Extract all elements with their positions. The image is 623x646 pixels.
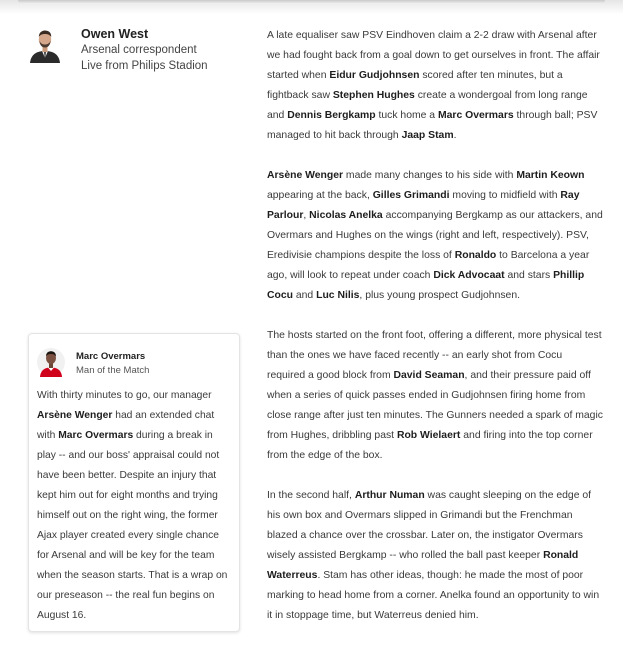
bold-name: Ray Parlour	[267, 190, 580, 221]
bold-name: Stephen Hughes	[332, 90, 415, 101]
motm-body	[37, 386, 233, 626]
bold-name: Ronaldo	[454, 250, 497, 261]
bold-name: Rob Wielaert	[396, 430, 461, 441]
text-run: scored after ten minutes, but a fightback saw	[267, 70, 563, 101]
bold-name: Arsène Wenger	[37, 410, 113, 421]
player-avatar	[37, 347, 65, 377]
text-run: accompanying Bergkamp as our attackers, and Overmars and Hughes on the wings (right and left, respectively). PSV, Eredivisie champions despite the loss of	[267, 210, 603, 261]
author-name: Owen West	[81, 27, 149, 41]
author-avatar	[28, 27, 62, 63]
article-paragraph	[267, 326, 603, 466]
bold-name: Eidur Gudjohnsen	[329, 70, 420, 81]
text-run: ,	[303, 210, 310, 221]
bold-name: Phillip Cocu	[267, 270, 585, 301]
author-location: Live from Philips Stadion	[81, 60, 208, 72]
text-run: and stars	[504, 270, 554, 281]
author-role: Arsenal correspondent	[81, 44, 197, 56]
text-run: made many changes to his side with	[343, 170, 517, 181]
article-paragraph	[267, 486, 603, 626]
text-run: tuck home a	[375, 110, 438, 121]
text-run: create a wondergoal from long range and	[267, 90, 588, 121]
text-run: A late equaliser saw PSV Eindhoven claim a 2-2 draw with Arsenal after we had fought back from a goal down to get ourselves in front. The affair started when	[267, 30, 600, 81]
text-run: , and their pressure paid off when a series of quick passes ended in Gudjohnsen firing home from close range after just ten minutes. The Gunners needed a spark of magic from Hughes, dribbling past	[267, 370, 603, 441]
text-run: . Stam has other ideas, though: he made the most of poor marking to head home from a corner. Anelka found an opportunity to win it in stoppage time, but Waterreus denied him.	[267, 570, 600, 621]
text-run: The hosts started on the front foot, offering a different, more physical test than the ones we have faced recently -- an early shot from Cocu required a good block from	[267, 330, 602, 381]
motm-player-name: Marc Overmars	[76, 351, 146, 362]
bold-name: Jaap Stam	[401, 130, 454, 141]
bold-name: Marc Overmars	[437, 110, 514, 121]
bold-name: Arthur Numan	[354, 490, 425, 501]
article-paragraph	[267, 166, 603, 306]
bold-name: David Seaman	[393, 370, 465, 381]
article-paragraph	[267, 26, 603, 146]
text-run: and	[292, 290, 317, 301]
bold-name: Dick Advocaat	[433, 270, 505, 281]
text-run: appearing at the back,	[267, 190, 373, 201]
text-run: and firing into the top corner from the edge of the box.	[267, 430, 593, 461]
text-run: during a break in play -- and our boss' appraisal could not have been better. Despite an injury that kept him out for eight months and trying himself out on the right wing, the former Ajax player created every single chance for Arsenal and will be key for the team when the season starts. That is a wrap on our preseason -- the real fun begins on August 16.	[37, 430, 228, 621]
text-run: moving to midfield with	[449, 190, 561, 201]
text-run: , plus young prospect Gudjohnsen.	[359, 290, 521, 301]
author-info	[81, 27, 251, 74]
text-run: In the second half,	[267, 490, 355, 501]
text-run: was caught sleeping on the edge of his own box and Overmars slipped in Grimandi but the Frenchman blazed a chance over the crossbar. Later on, the instigator Overmars wisely assisted Bergkamp -- who rolled the ball past keeper	[267, 490, 592, 561]
text-run: With thirty minutes to go, our manager	[37, 390, 212, 401]
bold-name: Martin Keown	[516, 170, 585, 181]
bold-name: Marc Overmars	[58, 430, 134, 441]
text-run: through ball; PSV managed to hit back through	[267, 110, 598, 141]
bold-name: Ronald Waterreus	[267, 550, 579, 581]
man-of-the-match-card	[28, 333, 240, 632]
text-run: to Barcelona a year ago, will look to repeat under coach	[267, 250, 590, 281]
bold-name: Nicolas Anelka	[309, 210, 383, 221]
bold-name: Gilles Grimandi	[372, 190, 450, 201]
author-block	[28, 27, 248, 77]
bold-name: Arsène Wenger	[267, 170, 344, 181]
motm-title: Man of the Match	[76, 365, 150, 376]
top-bar	[18, 0, 605, 4]
article-body	[267, 26, 603, 646]
bold-name: Luc Nilis	[316, 290, 360, 301]
text-run: .	[453, 130, 457, 141]
text-run: had an extended chat with	[37, 410, 215, 441]
bold-name: Dennis Bergkamp	[287, 110, 376, 121]
